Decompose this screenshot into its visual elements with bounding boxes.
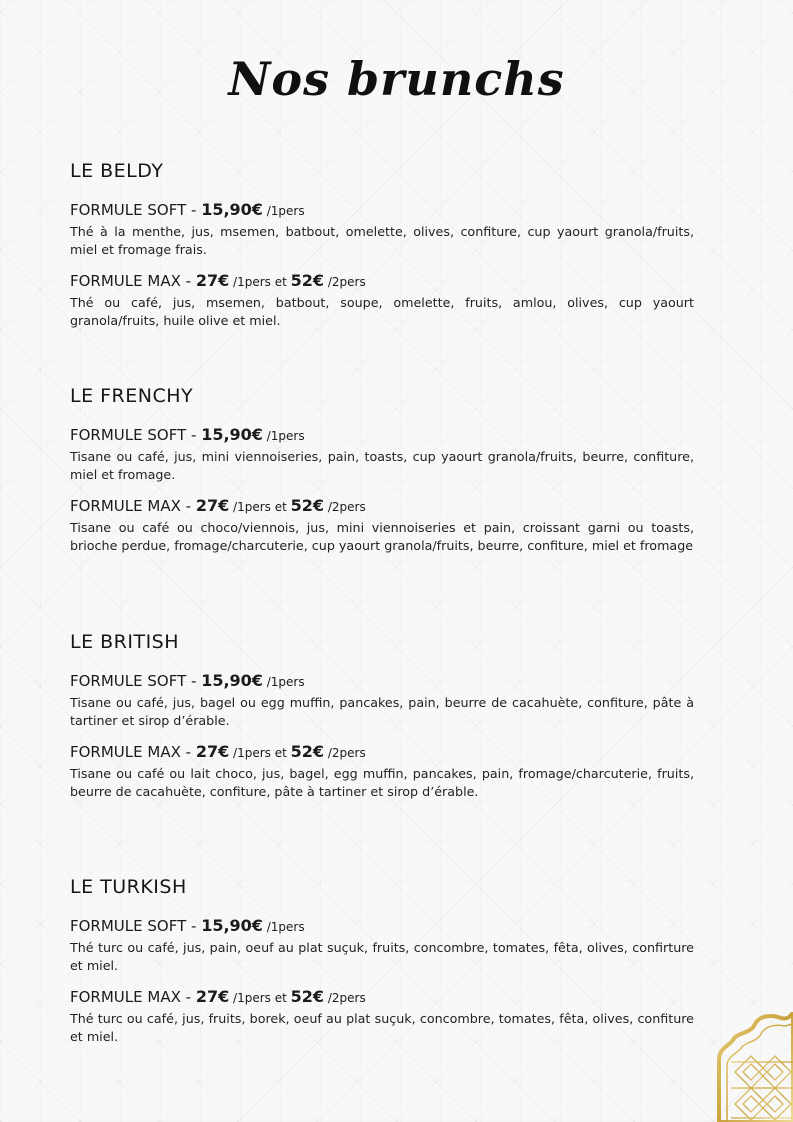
price-unit: /1pers et xyxy=(229,275,291,289)
formule-label: FORMULE SOFT - xyxy=(70,426,202,444)
price-unit: /2pers xyxy=(324,991,366,1005)
price-unit: /2pers xyxy=(324,275,366,289)
section-le-british xyxy=(70,631,694,814)
formule-description: Tisane ou café, jus, mini viennoiseries, pain, toasts, cup yaourt granola/fruits, beurre, confiture, miel et fromage. xyxy=(70,449,694,482)
formule-label: FORMULE MAX - xyxy=(70,272,196,290)
section-le-turkish xyxy=(70,876,694,1059)
formule-description: Thé à la menthe, jus, msemen, batbout, omelette, olives, confiture, cup yaourt granola/fruits, miel et fromage frais. xyxy=(70,224,694,257)
section-title: LE TURKISH xyxy=(70,876,187,898)
formule-soft xyxy=(70,201,694,258)
formule-max xyxy=(70,988,694,1045)
price-unit: /1pers et xyxy=(229,500,291,514)
formule-description: Tisane ou café ou lait choco, jus, bagel, egg muffin, pancakes, pain, fromage/charcuterie, fruits, beurre de cacahuète, confiture, pâte à tartiner et sirop d’érable. xyxy=(70,766,694,799)
formule-label: FORMULE MAX - xyxy=(70,743,196,761)
section-title: LE FRENCHY xyxy=(70,385,194,407)
price-1pers: 15,90€ xyxy=(201,425,263,444)
price-2pers: 52€ xyxy=(290,742,325,761)
formule-heading xyxy=(70,988,694,1007)
formule-soft xyxy=(70,672,694,729)
price-2pers: 52€ xyxy=(290,496,325,515)
price-unit: /1pers xyxy=(262,920,305,934)
gold-arabesque-window-icon xyxy=(711,1012,793,1122)
page-title: Nos brunchs xyxy=(228,52,565,106)
formule-heading xyxy=(70,672,694,691)
price-unit: /1pers xyxy=(262,204,305,218)
formule-description: Thé ou café, jus, msemen, batbout, soupe, omelette, fruits, amlou, olives, cup yaourt granola/fruits, huile olive et miel. xyxy=(70,295,694,328)
formule-max xyxy=(70,743,694,800)
formule-heading xyxy=(70,426,694,445)
formule-soft xyxy=(70,917,694,974)
formule-description: Tisane ou café ou choco/viennois, jus, mini viennoiseries et pain, croissant garni ou toasts, brioche perdue, fromage/charcuterie, cup yaourt granola/fruits, beurre, confiture, miel et fromage xyxy=(70,520,694,553)
price-1pers: 15,90€ xyxy=(201,916,263,935)
formule-label: FORMULE SOFT - xyxy=(70,201,202,219)
price-unit: /1pers xyxy=(262,675,305,689)
formule-max xyxy=(70,272,694,329)
price-1pers: 27€ xyxy=(195,271,230,290)
formule-soft xyxy=(70,426,694,483)
formule-description: Tisane ou café, jus, bagel ou egg muffin, pancakes, pain, beurre de cacahuète, confiture, pâte à tartiner et sirop d’érable. xyxy=(70,695,694,728)
formule-description: Thé turc ou café, jus, fruits, borek, oeuf au plat suçuk, concombre, tomates, fêta, olives, confiture et miel. xyxy=(70,1011,694,1044)
formule-max xyxy=(70,497,694,554)
section-title: LE BRITISH xyxy=(70,631,180,653)
formule-heading xyxy=(70,917,694,936)
price-unit: /1pers xyxy=(262,429,305,443)
price-1pers: 15,90€ xyxy=(201,671,263,690)
price-1pers: 15,90€ xyxy=(201,200,263,219)
price-1pers: 27€ xyxy=(195,987,230,1006)
price-unit: /1pers et xyxy=(229,991,291,1005)
price-1pers: 27€ xyxy=(195,496,230,515)
section-le-beldy xyxy=(70,160,694,343)
price-unit: /2pers xyxy=(324,500,366,514)
formule-description: Thé turc ou café, jus, pain, oeuf au plat suçuk, fruits, concombre, tomates, fêta, olives, confirture et miel. xyxy=(70,940,694,973)
formule-heading xyxy=(70,743,694,762)
formule-label: FORMULE MAX - xyxy=(70,988,196,1006)
formule-label: FORMULE SOFT - xyxy=(70,917,202,935)
price-unit: /2pers xyxy=(324,746,366,760)
section-le-frenchy xyxy=(70,385,694,568)
formule-heading xyxy=(70,201,694,220)
formule-heading xyxy=(70,497,694,516)
price-2pers: 52€ xyxy=(290,987,325,1006)
price-unit: /1pers et xyxy=(229,746,291,760)
formule-label: FORMULE SOFT - xyxy=(70,672,202,690)
price-1pers: 27€ xyxy=(195,742,230,761)
formule-label: FORMULE MAX - xyxy=(70,497,196,515)
formule-heading xyxy=(70,272,694,291)
section-title: LE BELDY xyxy=(70,160,164,182)
price-2pers: 52€ xyxy=(290,271,325,290)
